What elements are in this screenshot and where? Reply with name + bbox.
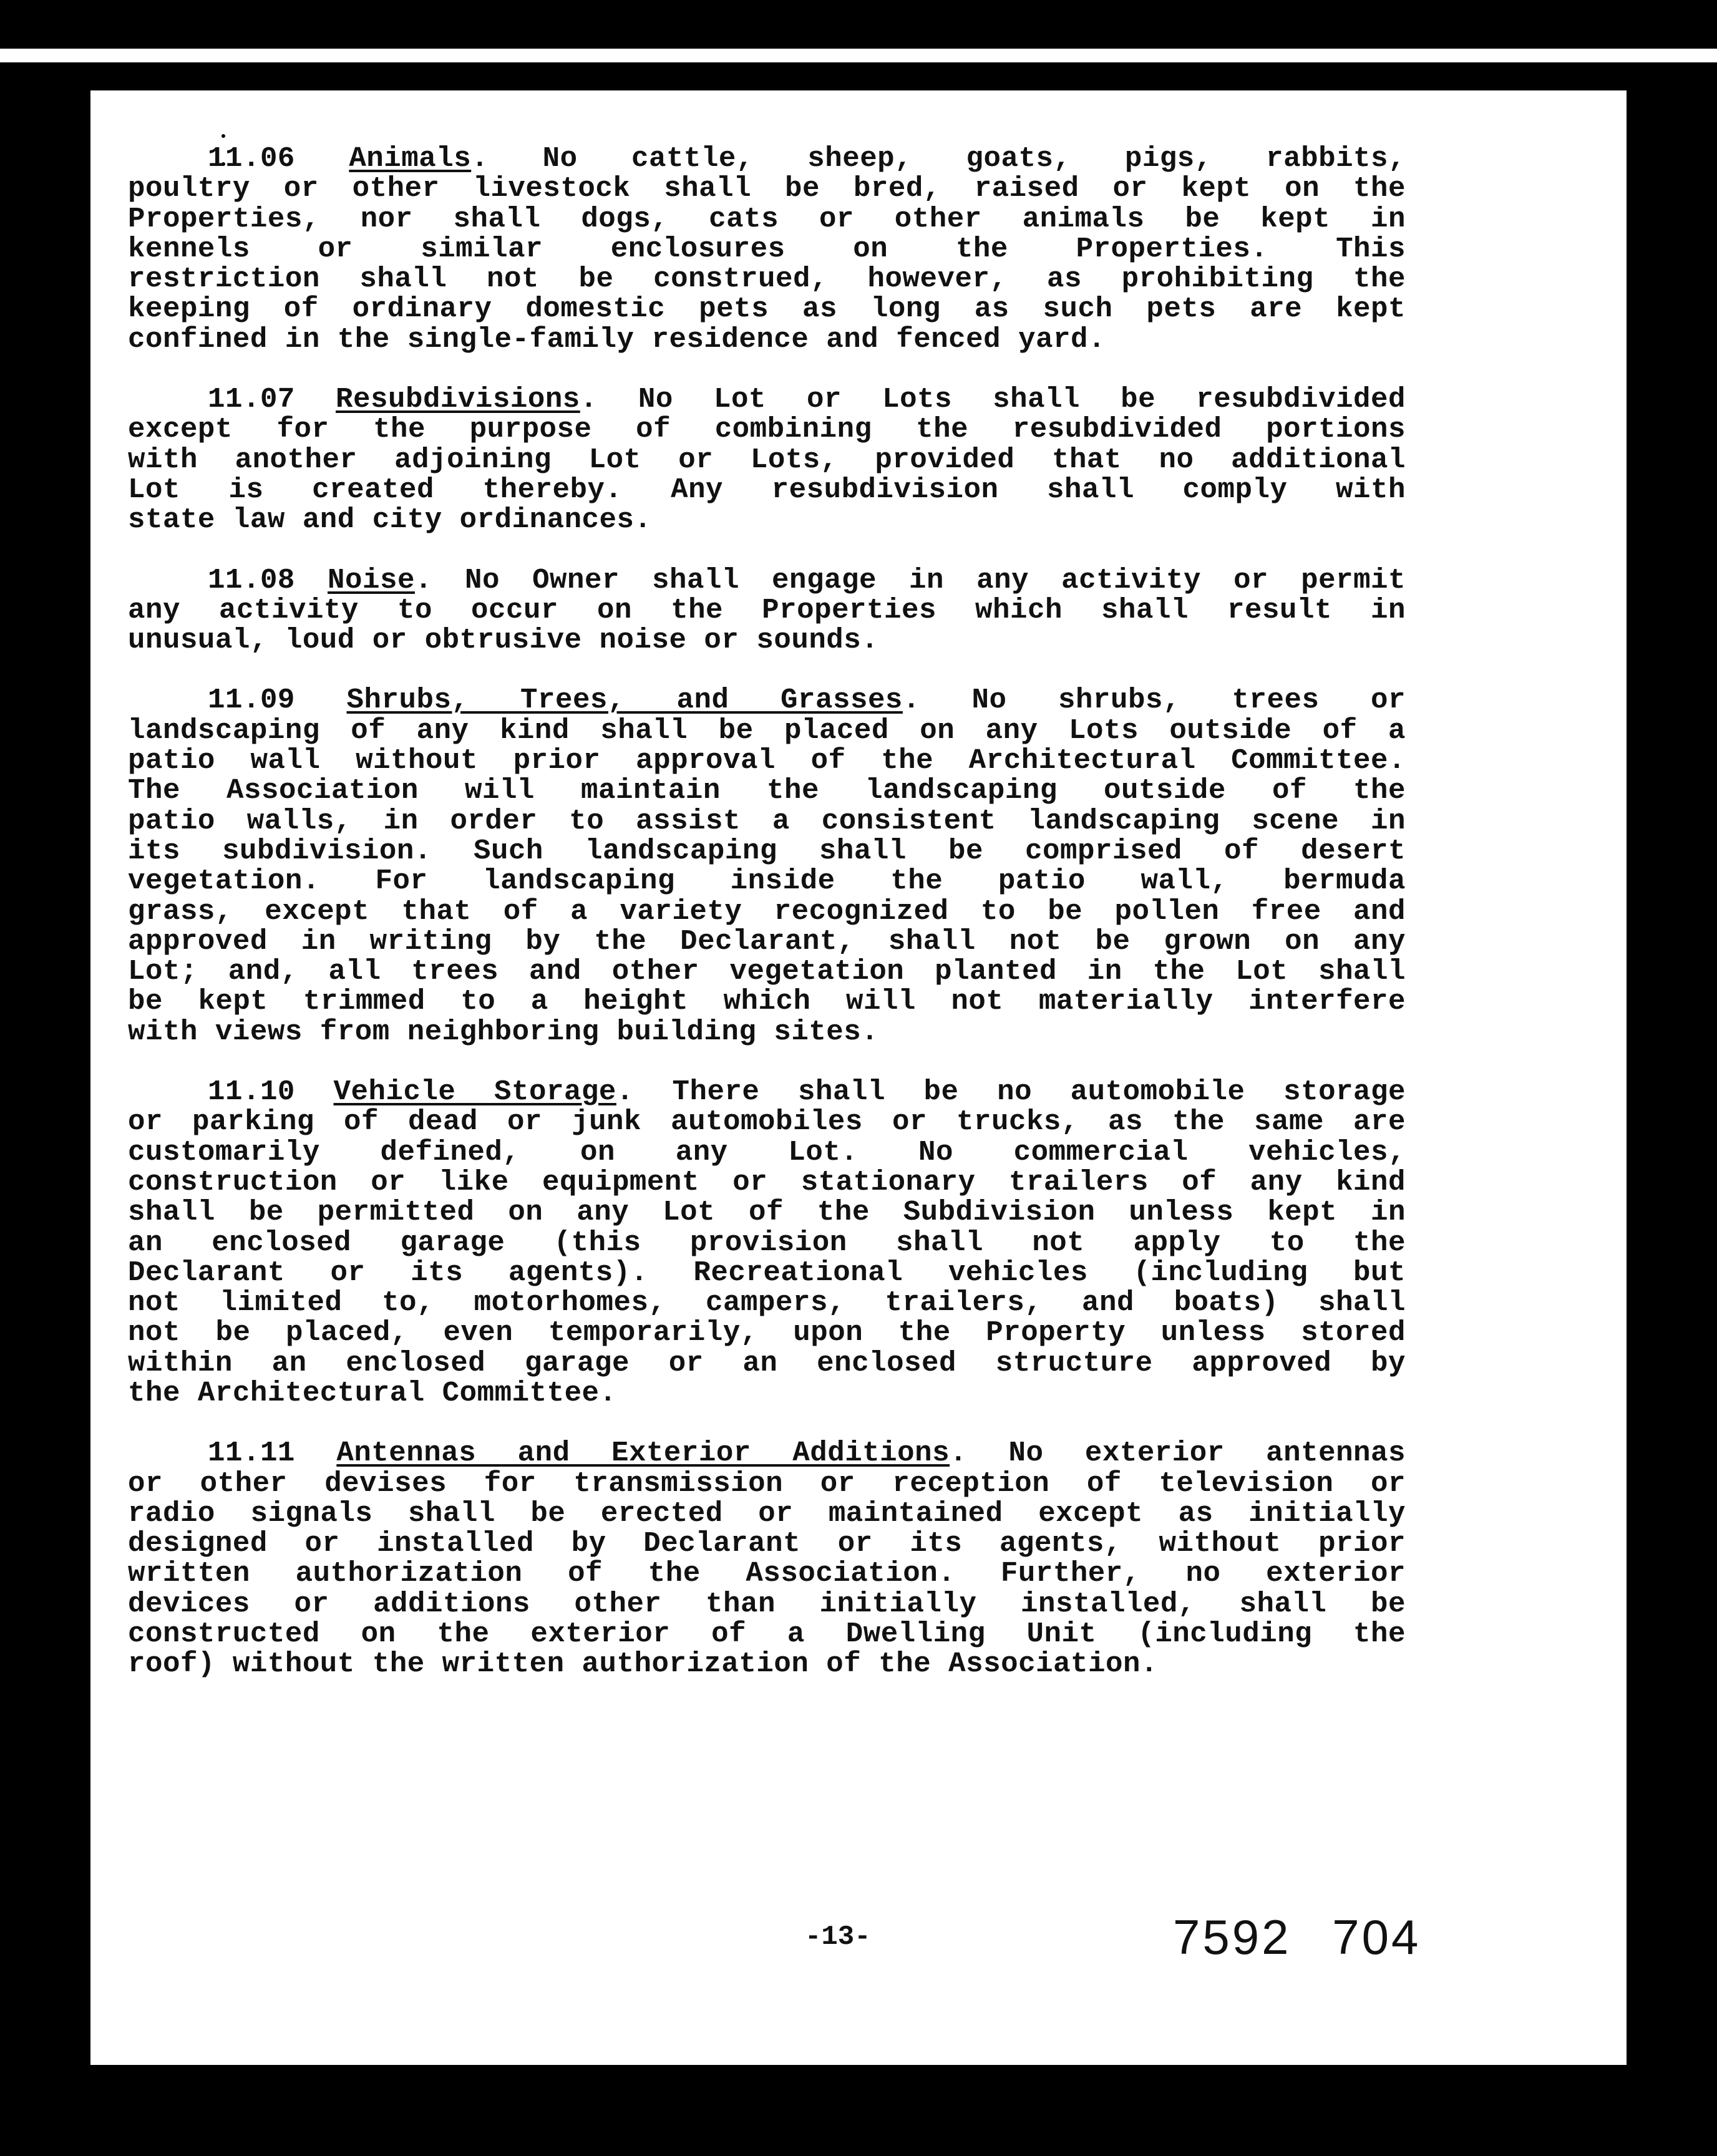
section-line: construction or like equipment or stationary trailers of any kind [128,1165,1406,1198]
section-heading: Resubdivisions [336,383,580,416]
section-line: vegetation. For landscaping inside the patio wall, bermuda [128,865,1406,898]
section-heading: Vehicle Storage [333,1076,616,1109]
section-line: or other devises for transmission or reception of television or [128,1467,1406,1500]
section-line: written authorization of the Association. Further, no exterior [128,1557,1406,1590]
section-line: Declarant or its agents). Recreational vehicles (including but [128,1256,1406,1289]
section-line: landscaping of any kind shall be placed on any Lots outside of a [128,714,1406,747]
section-line: any activity to occur on the Properties which shall result in [128,593,1406,626]
section-line: not be placed, even temporarily, upon the Property unless stored [128,1316,1406,1349]
section-number: 11.09 [208,684,295,717]
section-number: 11.06 [208,142,295,175]
section-line: radio signals shall be erected or maintained except as initially [128,1497,1406,1530]
section-line: approved in writing by the Declarant, shall not be grown on any [128,925,1406,958]
section-line: poultry or other livestock shall be bred, raised or kept on the [128,172,1406,205]
page-number: -13- [805,1921,871,1953]
section-line: kennels or similar enclosures on the Properties. This [128,232,1406,265]
section-11-11 [128,1438,1406,1679]
section-line: designed or installed by Declarant or its agents, without prior [128,1527,1406,1560]
document-code: 7592 704 [1173,1910,1421,1964]
section-number: 11.11 [208,1437,295,1470]
scan-top-rule [0,49,1717,62]
document-body [128,143,1406,1709]
section-first-line: 11.11 Antennas and Exterior Additions. No exterior antennas [208,1437,1406,1470]
section-line: customarily defined, on any Lot. No commercial vehicles, [128,1135,1406,1168]
section-line: an enclosed garage (this provision shall not apply to the [128,1226,1406,1259]
section-first-line: 11.09 Shrubs, Trees, and Grasses. No shrubs, trees or [208,684,1406,717]
section-line: Properties, nor shall dogs, cats or other animals be kept in [128,202,1406,235]
section-first-line: 11.07 Resubdivisions. No Lot or Lots shall be resubdivided [208,383,1406,416]
section-line: with views from neighboring building sites. [128,1015,879,1048]
section-text: No Lot or Lots shall be resubdivided [638,383,1406,416]
section-line: The Association will maintain the landscaping outside of the [128,774,1406,807]
section-11-08 [128,565,1406,656]
section-text: No exterior antennas [1008,1437,1406,1470]
section-11-06 [128,143,1406,354]
section-line: shall be permitted on any Lot of the Subdivision unless kept in [128,1196,1406,1229]
section-text: There shall be no automobile storage [672,1076,1406,1109]
section-line: restriction shall not be construed, however, as prohibiting the [128,263,1406,296]
section-line: not limited to, motorhomes, campers, trailers, and boats) shall [128,1286,1406,1319]
section-first-line: 11.08 Noise. No Owner shall engage in any activity or permit [208,563,1406,596]
section-line: Lot is created thereby. Any resubdivision shall comply with [128,473,1406,506]
section-line: devices or additions other than initially installed, shall be [128,1587,1406,1620]
section-line: the Architectural Committee. [128,1376,617,1409]
section-line: constructed on the exterior of a Dwelling Unit (including the [128,1618,1406,1651]
section-text: No shrubs, trees or [971,684,1406,717]
section-number: 11.07 [208,383,295,416]
section-line: confined in the single-family residence and fenced yard. [128,323,1106,356]
section-first-line: 11.06 Animals. No cattle, sheep, goats, pigs, rabbits, [208,142,1406,175]
section-11-09 [128,685,1406,1047]
section-line: within an enclosed garage or an enclosed structure approved by [128,1346,1406,1379]
section-line: roof) without the written authorization of the Association. [128,1648,1158,1681]
scan-speck [221,134,225,138]
section-number: 11.08 [208,563,295,596]
section-text: No cattle, sheep, goats, pigs, rabbits, [542,142,1406,175]
section-line: its subdivision. Such landscaping shall be comprised of desert [128,834,1406,867]
section-number: 11.10 [208,1076,295,1109]
section-11-07 [128,384,1406,535]
section-line: grass, except that of a variety recognized to be pollen free and [128,895,1406,928]
section-line: except for the purpose of combining the resubdivided portions [128,413,1406,446]
section-heading: Antennas and Exterior Additions [336,1437,950,1470]
section-first-line: 11.10 Vehicle Storage. There shall be no automobile storage [208,1076,1406,1109]
section-11-10 [128,1077,1406,1408]
scan-top-band [0,0,1717,49]
section-line: state law and city ordinances. [128,503,652,537]
section-line: or parking of dead or junk automobiles or trucks, as the same are [128,1105,1406,1139]
section-heading: Noise [328,563,415,596]
section-heading: Animals [349,142,472,175]
section-line: Lot; and, all trees and other vegetation planted in the Lot shall [128,955,1406,988]
section-line: patio walls, in order to assist a consistent landscaping scene in [128,804,1406,837]
section-text: No Owner shall engage in any activity or permit [465,563,1406,596]
section-line: be kept trimmed to a height which will not materially interfere [128,985,1406,1018]
section-line: with another adjoining Lot or Lots, provided that no additional [128,443,1406,476]
section-line: unusual, loud or obtrusive noise or sounds. [128,624,879,657]
section-line: patio wall without prior approval of the Architectural Committee. [128,744,1406,777]
section-line: keeping of ordinary domestic pets as long as such pets are kept [128,293,1406,326]
section-heading: Shrubs, Trees, and Grasses [346,684,903,717]
